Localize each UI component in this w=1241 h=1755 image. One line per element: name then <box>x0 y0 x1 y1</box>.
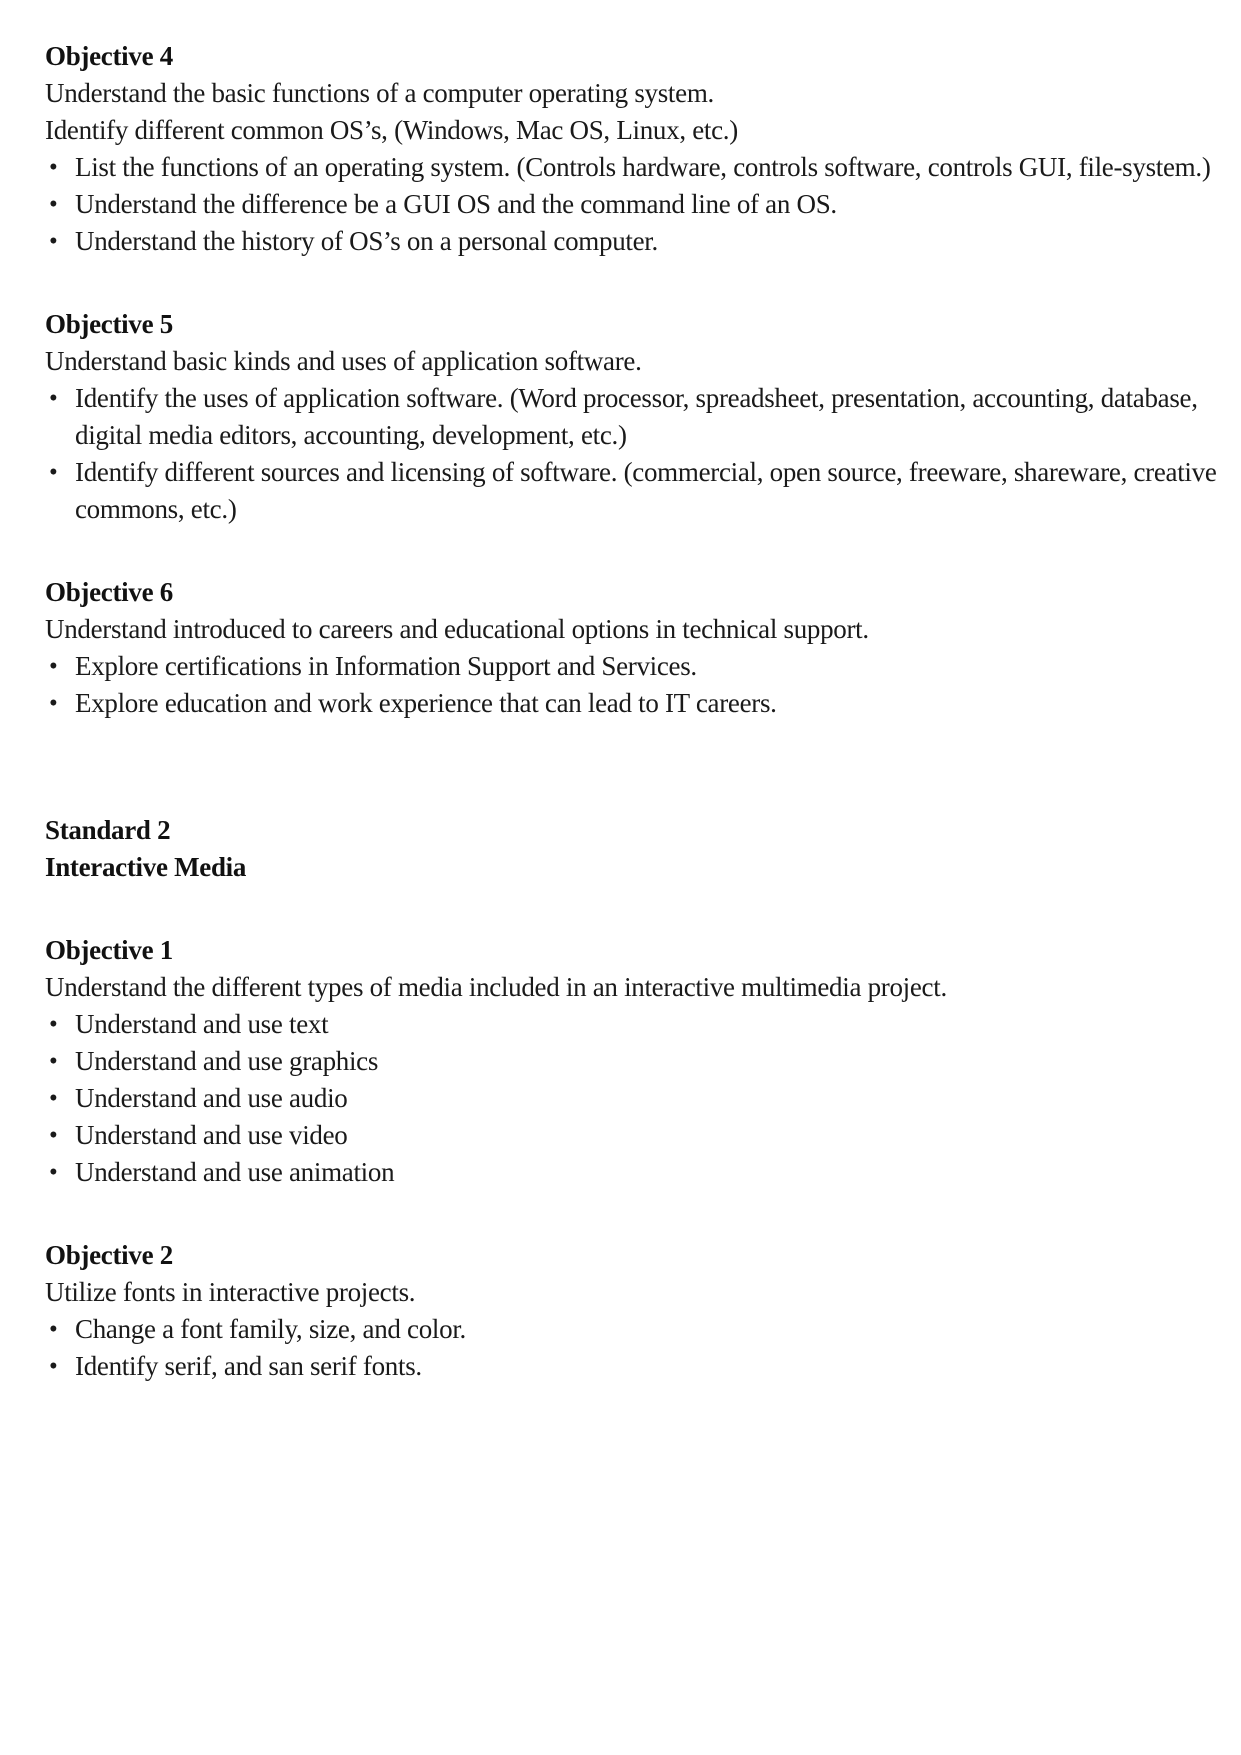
bullet-item: • Understand and use audio <box>45 1080 1219 1117</box>
bullet-item: • Explore education and work experience that can lead to IT careers. <box>45 685 1219 722</box>
bullet-item: • Identify different sources and licensing of software. (commercial, open source, freeware, shareware, creative commons, etc.) <box>45 454 1219 528</box>
bullet-list <box>45 149 1219 260</box>
section-objective-1 <box>45 932 1219 1191</box>
section-objective-5 <box>45 306 1219 528</box>
intro-line: Understand the different types of media included in an interactive multimedia project. <box>45 972 947 1002</box>
section-heading: Standard 2 <box>45 815 171 845</box>
bullet-item: • Understand the difference be a GUI OS and the command line of an OS. <box>45 186 1219 223</box>
bullet-item: • List the functions of an operating system. (Controls hardware, controls software, controls GUI, file-system.) <box>45 149 1219 186</box>
section-heading: Objective 4 <box>45 41 173 71</box>
bullet-list <box>45 648 1219 722</box>
bullet-item: • Understand and use graphics <box>45 1043 1219 1080</box>
intro-line: Understand introduced to careers and educational options in technical support. <box>45 614 869 644</box>
bullet-list <box>45 1006 1219 1191</box>
bullet-list <box>45 1311 1219 1385</box>
section-heading: Objective 1 <box>45 935 173 965</box>
section-objective-6 <box>45 574 1219 722</box>
section-objective-2 <box>45 1237 1219 1385</box>
intro-line: Understand the basic functions of a computer operating system. <box>45 78 714 108</box>
bullet-item: • Understand and use animation <box>45 1154 1219 1191</box>
section-objective-4 <box>45 38 1219 260</box>
bullet-item: • Change a font family, size, and color. <box>45 1311 1219 1348</box>
intro-line: Identify different common OS’s, (Windows, Mac OS, Linux, etc.) <box>45 115 738 145</box>
bullet-item: • Understand the history of OS’s on a personal computer. <box>45 223 1219 260</box>
bullet-item: • Identify serif, and san serif fonts. <box>45 1348 1219 1385</box>
bullet-item: • Explore certifications in Information Support and Services. <box>45 648 1219 685</box>
bullet-list <box>45 380 1219 528</box>
section-heading: Objective 2 <box>45 1240 173 1270</box>
intro-line: Utilize fonts in interactive projects. <box>45 1277 416 1307</box>
section-heading: Objective 5 <box>45 309 173 339</box>
bullet-item: • Identify the uses of application software. (Word processor, spreadsheet, presentation, accounting, database, digital media editors, accounting, development, etc.) <box>45 380 1219 454</box>
section-heading: Interactive Media <box>45 852 247 882</box>
section-standard-2 <box>45 812 1219 886</box>
intro-line: Understand basic kinds and uses of application software. <box>45 346 642 376</box>
section-heading: Objective 6 <box>45 577 173 607</box>
bullet-item: • Understand and use text <box>45 1006 1219 1043</box>
bullet-item: • Understand and use video <box>45 1117 1219 1154</box>
